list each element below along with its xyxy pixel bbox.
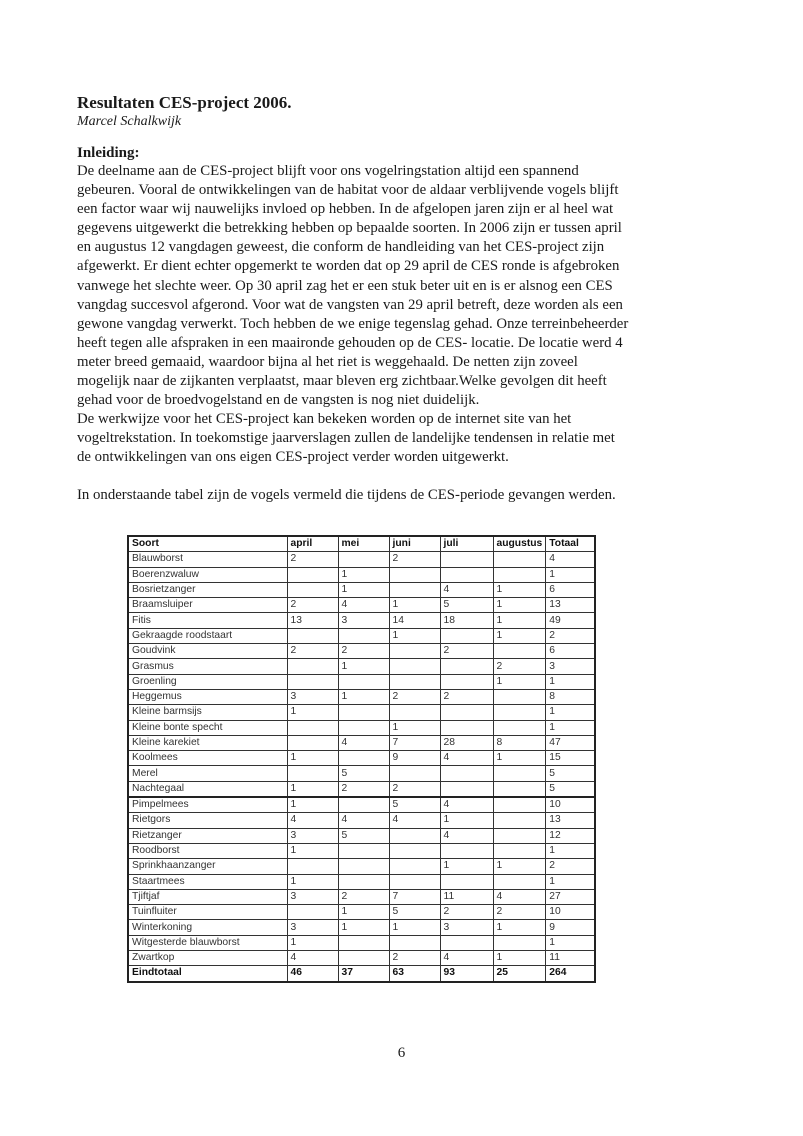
count-cell [440,628,493,643]
intro-line: vanwege het slechte weer. Op 30 april zag het er een stuk beter uit en is er alsnog een CES [77,277,613,294]
count-cell: 1 [338,689,389,704]
page-number: 6 [397,1045,406,1061]
count-cell: 1 [546,720,595,735]
intro-line: mogelijk naar de zijkanten verplaatst, maar bleven erg zichtbaar.Welke gevolgen dit heeft [77,373,607,390]
count-cell [338,951,389,966]
count-cell [440,843,493,858]
count-cell [493,843,546,858]
count-cell: 1 [440,859,493,874]
species-name-cell: Witgesterde blauwborst [128,935,287,950]
count-cell [287,735,338,750]
count-cell: 8 [546,689,595,704]
count-cell [389,659,440,674]
count-cell [338,552,389,567]
count-cell [440,720,493,735]
count-cell: 1 [493,674,546,689]
species-name-cell: Roodborst [128,843,287,858]
column-header: juli [440,536,493,552]
count-cell: 1 [287,843,338,858]
count-cell: 49 [546,613,595,628]
count-cell [440,766,493,781]
table-row [128,843,595,858]
count-cell: 1 [389,920,440,935]
count-cell: 1 [493,951,546,966]
species-name-cell: Staartmees [128,874,287,889]
column-header: augustus [493,536,546,552]
count-cell: 4 [338,735,389,750]
count-cell [287,582,338,597]
intro-line: De deelname aan de CES-project blijft voor ons vogelringstation altijd een spannend [77,163,579,179]
table-row [128,797,595,813]
count-cell: 1 [493,751,546,766]
count-cell: 2 [493,905,546,920]
count-cell: 4 [338,598,389,613]
count-cell: 1 [389,628,440,643]
count-cell [389,644,440,659]
species-name-cell: Rietgors [128,813,287,828]
count-cell: 5 [546,781,595,797]
table-row [128,598,595,613]
count-cell: 1 [338,920,389,935]
count-cell: 1 [493,582,546,597]
count-cell: 3 [546,659,595,674]
count-cell [338,797,389,813]
intro-line: gegevens uitgewerkt die betrekking hebben op bepaalde soorten. In 2006 zijn er tussen april [77,220,622,237]
species-name-cell: Nachtegaal [128,781,287,797]
count-cell: 2 [389,781,440,797]
count-cell: 2 [389,689,440,704]
count-cell: 2 [287,552,338,567]
count-cell: 28 [440,735,493,750]
count-cell: 4 [389,813,440,828]
intro-line: vogeltrekstation. In toekomstige jaarverslagen zullen de landelijke tendensen in relatie met [77,430,615,447]
table-row [128,935,595,950]
count-cell: 1 [493,920,546,935]
count-cell: 27 [546,889,595,904]
table-row [128,628,595,643]
count-cell [287,567,338,582]
intro-line: afgewerkt. Er dient echter opgemerkt te worden dat op 29 april de CES ronde is afgebroken [77,258,620,275]
count-cell: 4 [440,951,493,966]
count-cell: 4 [338,813,389,828]
count-cell: 5 [389,797,440,813]
count-cell [287,659,338,674]
count-cell: 1 [338,582,389,597]
count-cell: 2 [389,951,440,966]
count-cell: 14 [389,613,440,628]
table-row [128,766,595,781]
count-cell [493,705,546,720]
total-count-cell: 25 [493,966,546,982]
count-cell: 3 [287,828,338,843]
table-row [128,552,595,567]
table-header-row [128,536,595,552]
table-row [128,874,595,889]
intro-line: gebeuren. Vooral de ontwikkelingen van de habitat voor de aldaar verblijvende vogels blijft [77,182,619,199]
count-cell: 15 [546,751,595,766]
table-row [128,781,595,797]
count-cell: 2 [287,598,338,613]
count-cell [440,874,493,889]
count-cell: 11 [440,889,493,904]
intro-heading: Inleiding: [77,145,140,161]
count-cell: 13 [287,613,338,628]
table-row [128,720,595,735]
count-cell: 8 [493,735,546,750]
count-cell [493,797,546,813]
count-cell: 1 [338,567,389,582]
count-cell [440,705,493,720]
count-cell: 1 [493,628,546,643]
count-cell: 13 [546,598,595,613]
table-row [128,567,595,582]
count-cell [440,674,493,689]
count-cell [440,781,493,797]
species-name-cell: Fitis [128,613,287,628]
count-cell: 4 [546,552,595,567]
species-name-cell: Gekraagde roodstaart [128,628,287,643]
count-cell: 4 [287,813,338,828]
intro-line: meter breed gemaaid, waardoor bijna al het riet is weggehaald. De netten zijn zoveel [77,353,578,370]
count-cell: 3 [440,920,493,935]
count-cell: 2 [493,659,546,674]
table-row [128,751,595,766]
count-cell: 1 [546,567,595,582]
count-cell: 3 [287,920,338,935]
table-row [128,905,595,920]
count-cell: 9 [389,751,440,766]
count-cell: 10 [546,905,595,920]
count-cell: 1 [546,874,595,889]
count-cell [287,905,338,920]
table-row [128,889,595,904]
species-name-cell: Tjiftjaf [128,889,287,904]
count-cell: 4 [493,889,546,904]
species-name-cell: Sprinkhaanzanger [128,859,287,874]
document-title: Resultaten CES-project 2006. [77,93,292,112]
count-cell: 4 [287,951,338,966]
count-cell [493,935,546,950]
count-cell: 1 [287,781,338,797]
count-cell: 4 [440,582,493,597]
count-cell: 1 [287,705,338,720]
count-cell [389,766,440,781]
count-cell: 2 [338,781,389,797]
count-cell: 7 [389,889,440,904]
count-cell: 47 [546,735,595,750]
count-cell: 12 [546,828,595,843]
species-name-cell: Kleine bonte specht [128,720,287,735]
species-name-cell: Bosrietzanger [128,582,287,597]
count-cell: 2 [440,689,493,704]
count-cell [493,567,546,582]
count-cell [287,859,338,874]
count-cell: 1 [287,874,338,889]
intro-line: de ontwikkelingen van ons eigen CES-project verder worden uitgewerkt. [77,449,509,466]
count-cell [493,781,546,797]
count-cell: 1 [389,720,440,735]
count-cell: 5 [389,905,440,920]
species-name-cell: Tuinfluiter [128,905,287,920]
table-row [128,705,595,720]
count-cell: 1 [493,598,546,613]
count-cell: 1 [287,797,338,813]
count-cell [338,751,389,766]
intro-line: gehad voor de broedvogelstand en de vangsten is nog niet duidelijk. [77,392,480,409]
intro-line: De werkwijze voor het CES-project kan bekeken worden op de internet site van het [77,411,572,428]
count-cell [338,628,389,643]
column-header: juni [389,536,440,552]
count-cell [287,766,338,781]
count-cell: 1 [546,705,595,720]
count-cell: 4 [440,828,493,843]
count-cell [389,874,440,889]
total-count-cell: 93 [440,966,493,982]
count-cell [338,859,389,874]
count-cell [338,843,389,858]
species-name-cell: Rietzanger [128,828,287,843]
column-header: Soort [128,536,287,552]
count-cell: 5 [338,766,389,781]
species-name-cell: Koolmees [128,751,287,766]
count-cell: 2 [546,628,595,643]
species-name-cell: Kleine barmsijs [128,705,287,720]
count-cell: 1 [338,905,389,920]
document-page [77,92,677,519]
table-row [128,674,595,689]
species-name-cell: Braamsluiper [128,598,287,613]
count-cell: 4 [440,797,493,813]
count-cell: 2 [389,552,440,567]
count-cell: 18 [440,613,493,628]
count-cell: 3 [338,613,389,628]
count-cell: 1 [287,935,338,950]
count-cell: 3 [287,889,338,904]
count-cell [493,874,546,889]
count-cell [493,552,546,567]
table-row [128,644,595,659]
count-cell: 5 [546,766,595,781]
count-cell: 6 [546,582,595,597]
count-cell: 7 [389,735,440,750]
total-count-cell: 37 [338,966,389,982]
count-cell [493,828,546,843]
document-author: Marcel Schalkwijk [77,114,182,129]
intro-paragraph [77,162,677,468]
count-cell: 5 [338,828,389,843]
species-table [127,535,596,983]
species-name-cell: Pimpelmees [128,797,287,813]
count-cell [338,705,389,720]
count-cell [287,674,338,689]
count-cell [389,567,440,582]
count-cell [338,674,389,689]
species-name-cell: Boerenzwaluw [128,567,287,582]
count-cell: 6 [546,644,595,659]
count-cell [440,659,493,674]
table-row [128,582,595,597]
intro-line: en augustus 12 vangdagen geweest, die conform de handleiding van het CES-project zijn [77,239,605,256]
count-cell: 1 [546,674,595,689]
table-row [128,813,595,828]
count-cell: 1 [546,935,595,950]
count-cell [287,628,338,643]
count-cell: 1 [493,613,546,628]
intro-line: heeft tegen alle afspraken in een maaironde gehouden op de CES- locatie. De locatie werd 4 [77,334,623,351]
totals-label-cell: Eindtotaal [128,966,287,982]
count-cell: 3 [287,689,338,704]
count-cell: 1 [287,751,338,766]
column-header: mei [338,536,389,552]
species-name-cell: Groenling [128,674,287,689]
column-header: april [287,536,338,552]
table-intro-text: In onderstaande tabel zijn de vogels vermeld die tijdens de CES-periode gevangen werden. [77,486,616,503]
total-count-cell: 63 [389,966,440,982]
count-cell [493,813,546,828]
intro-line: gewone vangdag verwerkt. Toch hebben de we enige tegenslag gehad. Onze terreinbeheerder [77,315,629,332]
table-row [128,920,595,935]
count-cell [389,859,440,874]
count-cell [338,720,389,735]
species-name-cell: Zwartkop [128,951,287,966]
total-count-cell: 264 [546,966,595,982]
count-cell [389,935,440,950]
count-cell: 5 [440,598,493,613]
count-cell [493,689,546,704]
count-cell: 1 [546,843,595,858]
count-cell: 1 [389,598,440,613]
count-cell [440,935,493,950]
count-cell: 9 [546,920,595,935]
table-row [128,828,595,843]
table-row [128,689,595,704]
table-row [128,735,595,750]
count-cell: 2 [338,889,389,904]
count-cell: 2 [440,644,493,659]
totals-row [128,966,595,982]
species-name-cell: Blauwborst [128,552,287,567]
count-cell: 2 [440,905,493,920]
count-cell: 13 [546,813,595,828]
intro-line: een factor waar wij nauwelijks invloed op hebben. In de afgelopen jaren zijn er al heel wat [77,201,614,218]
count-cell: 1 [493,859,546,874]
intro-line: vangdag succesvol afgerond. Voor wat de vangsten van 29 april betreft, deze worden als een [77,296,623,313]
count-cell: 2 [546,859,595,874]
count-cell [338,935,389,950]
count-cell [389,674,440,689]
count-cell: 1 [338,659,389,674]
count-cell [389,843,440,858]
species-name-cell: Merel [128,766,287,781]
table-row [128,613,595,628]
count-cell [389,828,440,843]
species-name-cell: Heggemus [128,689,287,704]
count-cell: 2 [287,644,338,659]
total-count-cell: 46 [287,966,338,982]
count-cell [440,567,493,582]
count-cell: 4 [440,751,493,766]
species-name-cell: Kleine karekiet [128,735,287,750]
count-cell: 11 [546,951,595,966]
species-name-cell: Winterkoning [128,920,287,935]
count-cell [389,582,440,597]
count-cell [493,644,546,659]
count-cell: 2 [338,644,389,659]
table-row [128,859,595,874]
species-name-cell: Grasmus [128,659,287,674]
count-cell: 1 [440,813,493,828]
count-cell: 10 [546,797,595,813]
column-header: Totaal [546,536,595,552]
count-cell [493,766,546,781]
count-cell [440,552,493,567]
species-name-cell: Goudvink [128,644,287,659]
count-cell [493,720,546,735]
count-cell [287,720,338,735]
count-cell [338,874,389,889]
table-row [128,951,595,966]
table-row [128,659,595,674]
count-cell [389,705,440,720]
